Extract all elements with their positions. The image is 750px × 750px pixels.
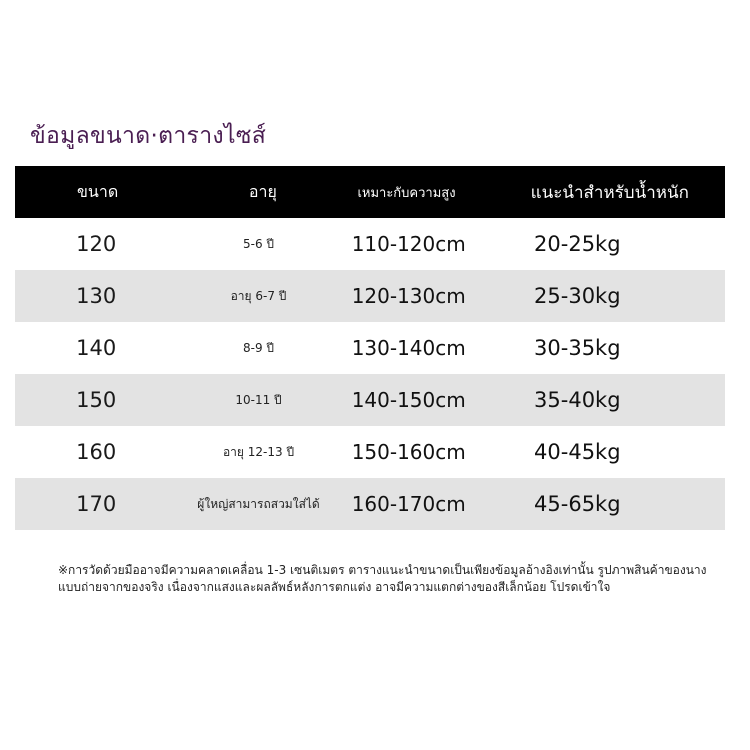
header-age: อายุ	[248, 181, 277, 201]
cell-height: 110-120cm	[351, 232, 466, 256]
table-row	[15, 218, 725, 270]
table-row	[15, 478, 725, 530]
cell-size: 160	[76, 440, 117, 464]
cell-age: 5-6 ปี	[243, 236, 275, 251]
measurement-note: ※การวัดด้วยมืออาจมีความคลาดเคลื่อน 1-3 เซนติเมตร ตารางแนะนำขนาดเป็นเพียงข้อมูลอ้างอิงเท่านั้น รูปภาพสินค้าของนางแบบถ่ายจากของจริง เนื่องจากแสงและผลลัพธ์หลังการตกแต่ง อาจมีความแตกต่างของสีเล็กน้อย โปรดเข้าใจ	[58, 563, 707, 594]
cell-size: 170	[76, 492, 117, 516]
cell-weight: 40-45kg	[534, 440, 621, 464]
size-chart-table	[15, 166, 725, 530]
cell-height: 150-160cm	[351, 440, 466, 464]
cell-weight: 45-65kg	[534, 492, 621, 516]
cell-weight: 35-40kg	[534, 388, 621, 412]
table-row	[15, 426, 725, 478]
page-title: ข้อมูลขนาด·ตารางไซส์	[30, 123, 267, 149]
cell-height: 120-130cm	[351, 284, 466, 308]
cell-size: 120	[76, 232, 117, 256]
table-row	[15, 322, 725, 374]
cell-weight: 25-30kg	[534, 284, 621, 308]
cell-age: 8-9 ปี	[243, 340, 275, 355]
cell-size: 130	[76, 284, 117, 308]
cell-size: 150	[76, 388, 117, 412]
cell-weight: 20-25kg	[534, 232, 621, 256]
cell-age: อายุ 6-7 ปี	[230, 288, 287, 303]
table-header	[15, 166, 725, 218]
header-size: ขนาด	[76, 181, 119, 201]
cell-height: 160-170cm	[351, 492, 466, 516]
cell-height: 140-150cm	[351, 388, 466, 412]
cell-age: อายุ 12-13 ปี	[222, 444, 295, 459]
header-height: เหมาะกับความสูง	[357, 185, 456, 201]
header-weight: แนะนำสำหรับน้ำหนัก	[530, 182, 689, 203]
cell-age: 10-11 ปี	[235, 392, 282, 407]
table-row	[15, 270, 725, 322]
cell-weight: 30-35kg	[534, 336, 621, 360]
cell-height: 130-140cm	[351, 336, 466, 360]
table-row	[15, 374, 725, 426]
cell-age: ผู้ใหญ่สามารถสวมใส่ได้	[197, 496, 320, 511]
cell-size: 140	[76, 336, 117, 360]
